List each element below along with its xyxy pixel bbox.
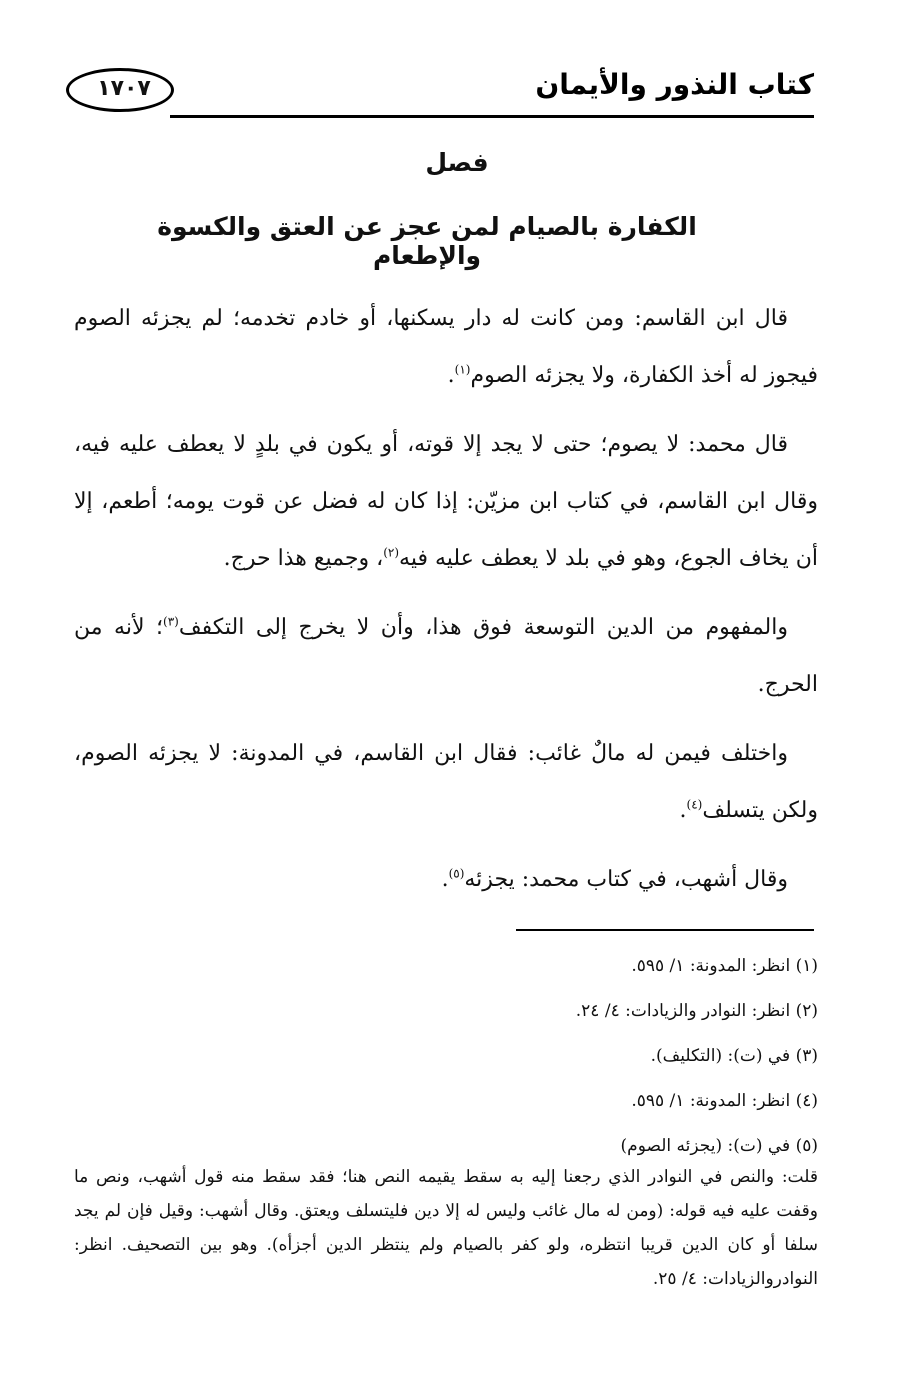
paragraph-tail: . (679, 798, 687, 823)
editor-note: قلت: والنص في النوادر الذي رجعنا إليه به سقط يقيمه النص هنا؛ فقد سقط منه قول أشهب، ونص ما وقفت عليه فيه قوله: (ومن له مال غائب وليس له إلا دين فليتسلف ويعتق. وقال أشهب: وقيل فإن لم يجد سلفا أو كان الدين قريبا انتظره، ولو كفر بالصيام ولم ينتظر الدين أجزأه). وهو بين التصحيف. انظر: النوادروالزيادات: ٤/ ٢٥. (74, 1167, 818, 1289)
paragraph-tail: ؛ لأنه من الحرج. (74, 615, 818, 697)
footnote-ref: (٥) (448, 866, 465, 881)
page-header (66, 62, 814, 122)
paragraph-text: قال محمد: لا يصوم؛ حتى لا يجد إلا قوته، أو يكون في بلدٍ لا يعطف عليه فيه، وقال ابن القاسم، في كتاب ابن مزيّن: إذا كان له فضل عن قوت يومه؛ أطعم، إلا أن يخاف الجوع، وهو في بلد لا يعطف عليه فيه (74, 432, 818, 571)
paragraph (74, 290, 818, 404)
paragraph-text: واختلف فيمن له مالٌ غائب: فقال ابن القاسم، في المدونة: لا يجزئه الصوم، ولكن يتسلف (74, 741, 818, 823)
page-number: ١٧٠٧ (97, 76, 151, 101)
paragraph (74, 416, 818, 587)
paragraph-tail: ، وجميع هذا حرج. (223, 546, 384, 571)
paragraph (74, 725, 818, 839)
paragraph-text: وقال أشهب، في كتاب محمد: يجزئه (464, 867, 788, 892)
footnote-ref: (٤) (686, 797, 703, 812)
section-title: فصل (425, 148, 489, 177)
footnote-ref: (٢) (383, 545, 400, 560)
header-rule (170, 115, 814, 118)
paragraph-tail: . (447, 363, 455, 388)
body-text (74, 290, 818, 920)
footnote: (١) انظر: المدونة: ١/ ٥٩٥. (631, 956, 818, 976)
footnote: (٣) في (ت): (التكليف). (650, 1046, 818, 1066)
footnote: (٥) في (ت): (يجزئه الصوم) (620, 1136, 818, 1156)
footnote-separator (516, 929, 814, 931)
footnote: (٤) انظر: المدونة: ١/ ٥٩٥. (631, 1091, 818, 1111)
footnote-ref: (١) (454, 362, 471, 377)
footnotes (74, 944, 818, 1169)
footnote: (٢) انظر: النوادر والزيادات: ٤/ ٢٤. (575, 1001, 818, 1021)
chapter-title: الكفارة بالصيام لمن عجز عن العتق والكسوة والإطعام (157, 212, 697, 270)
book-title: كتاب النذور والأيمان (535, 68, 814, 101)
paragraph-tail: . (441, 867, 449, 892)
paragraph-text: قال ابن القاسم: ومن كانت له دار يسكنها، أو خادم تخدمه؛ لم يجزئه الصوم فيجوز له أخذ الكفارة، ولا يجزئه الصوم (74, 306, 818, 388)
paragraph (74, 599, 818, 713)
paragraph-text: والمفهوم من الدين التوسعة فوق هذا، وأن لا يخرج إلى التكفف (178, 615, 788, 640)
footnote-ref: (٣) (163, 614, 179, 629)
paragraph (74, 851, 818, 908)
